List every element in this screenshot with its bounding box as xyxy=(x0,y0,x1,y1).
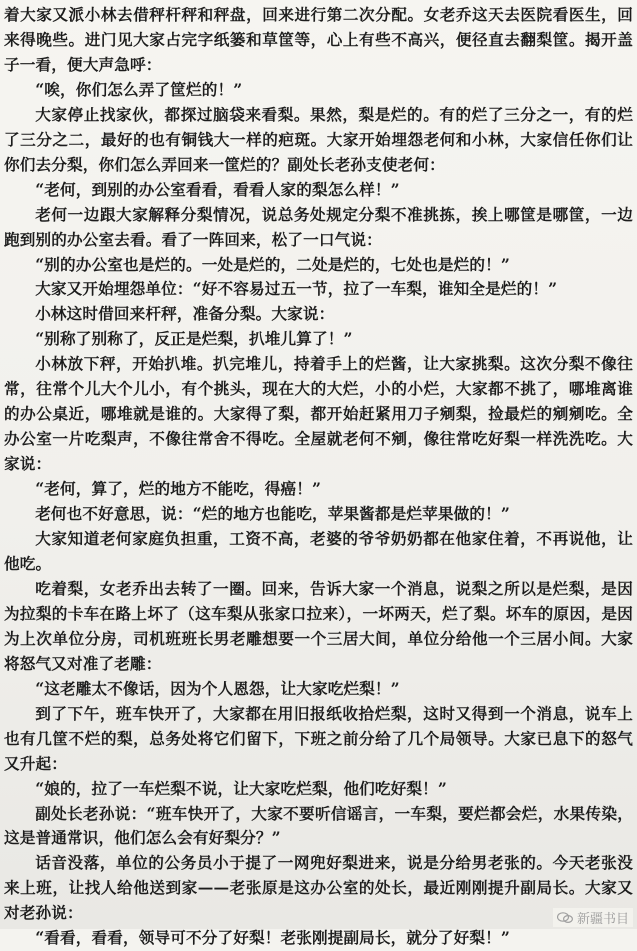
quoted-dialogue-paragraph: “老何，到别的办公室看看，看看人家的梨怎么样！” xyxy=(35,179,400,199)
quoted-dialogue-paragraph: “看看，看看，领导可不分了好梨！老张刚提副局长，就分了好梨！” xyxy=(35,928,510,948)
watermark xyxy=(553,908,633,927)
quoted-dialogue-paragraph: “这老雕太不像话，因为个人恩怨，让大家吃烂梨！” xyxy=(35,678,400,698)
body-paragraph: 小林这时借回来杆秤，准备分梨。大家说： xyxy=(35,304,335,324)
article-body xyxy=(4,3,633,951)
body-paragraph: 大家停止找家伙，都探过脑袋来看梨。果然，梨是烂的。有的烂了三分之一，有的烂了三分之二，最好的也有铜钱大一样的疤斑。大家开始埋怨老何和小林，大家信任你们让你们去分梨，你们怎么弄回来一筐烂的？副处长老孙支使老何： xyxy=(4,104,633,174)
body-paragraph: 话音没落，单位的公务员小于提了一网兜好梨进来，说是分给男老张的。今天老张没来上班，让找人给他送到家——老张原是这办公室的处长，最近刚刚提升副局长。大家又对老孙说： xyxy=(4,853,633,923)
quoted-dialogue-paragraph: “娘的，拉了一车烂梨不说，让大家吃烂梨，他们吃好梨！” xyxy=(35,778,448,798)
body-paragraph: 小林放下秤，开始扒堆。扒完堆儿，持着手上的烂酱，让大家挑梨。这次分梨不像往常，往常个儿大个儿小，有个挑头，现在大的大烂，小的小烂，大家都不挑了，哪堆离谁的办公桌近，哪堆就是谁的。大家得了梨，都开始赶紧用刀子剜梨，捡最烂的剜剜吃。全办公室一片吃梨声，不像往常舍不得吃。全屋就老何不剜，像往常吃好梨一样洗洗吃。大家说： xyxy=(4,354,633,474)
chat-bubble-icon xyxy=(557,912,573,924)
body-paragraph: 到了下午，班车快开了，大家都在用旧报纸收拾烂梨，这时又得到一个消息，说车上也有几筐不烂的梨，总务处将它们留下，下班之前分给了几个局领导。大家已息下的怒气又升起： xyxy=(4,703,633,773)
body-paragraph: 老何一边跟大家解释分梨情况，说总务处规定分梨不准挑拣，挨上哪筐是哪筐，一边跑到别的办公室去看。看了一阵回来，松了一口气说： xyxy=(4,204,633,249)
quoted-dialogue-paragraph: “老何，算了，烂的地方不能吃，得癌！” xyxy=(35,479,322,499)
body-paragraph: 副处长老孙说：“班车快开了，大家不要听信谣言，一车梨，要烂都会烂，水果传染，这是普通常识，他们怎么会有好梨分？” xyxy=(4,803,633,848)
watermark-text: 新疆书目 xyxy=(576,912,629,927)
body-paragraph: 着大家又派小林去借秤杆秤和秤盘，回来进行第二次分配。女老乔这天去医院看医生，回来得晚些。进门见大家占完字纸篓和草筐等，心上有些不高兴，便径直去翻梨筐。揭开盖子一看，便大声急呼： xyxy=(4,5,633,74)
body-paragraph: 吃着梨，女老乔出去转了一圈。回来，告诉大家一个消息，说梨之所以是烂梨，是因为拉梨的卡车在路上坏了（这车梨从张家口拉来），一坏两天，烂了梨。坏车的原因，是因为上次单位分房，司机班班长男老雕想要一个三居大间，单位分给他一个三居小间。大家将怒气又对准了老雕： xyxy=(4,578,633,673)
body-paragraph: 老何也不好意思，说：“烂的地方也能吃，苹果酱都是烂苹果做的！” xyxy=(35,504,510,524)
body-paragraph: 大家知道老何家庭负担重，工资不高，老婆的爷爷奶奶都在他家住着，不再说他，让他吃。 xyxy=(4,529,633,573)
quoted-dialogue-paragraph: “唉，你们怎么弄了筐烂的！” xyxy=(35,79,243,99)
body-paragraph: 大家又开始埋怨单位：“好不容易过五一节，拉了一车梨，谁知全是烂的！” xyxy=(35,279,558,299)
quoted-dialogue-paragraph: “别的办公室也是烂的。一处是烂的，二处是烂的，七处也是烂的！” xyxy=(35,254,510,274)
quoted-dialogue-paragraph: “别称了别称了，反正是烂梨，扒堆儿算了！” xyxy=(35,329,353,349)
